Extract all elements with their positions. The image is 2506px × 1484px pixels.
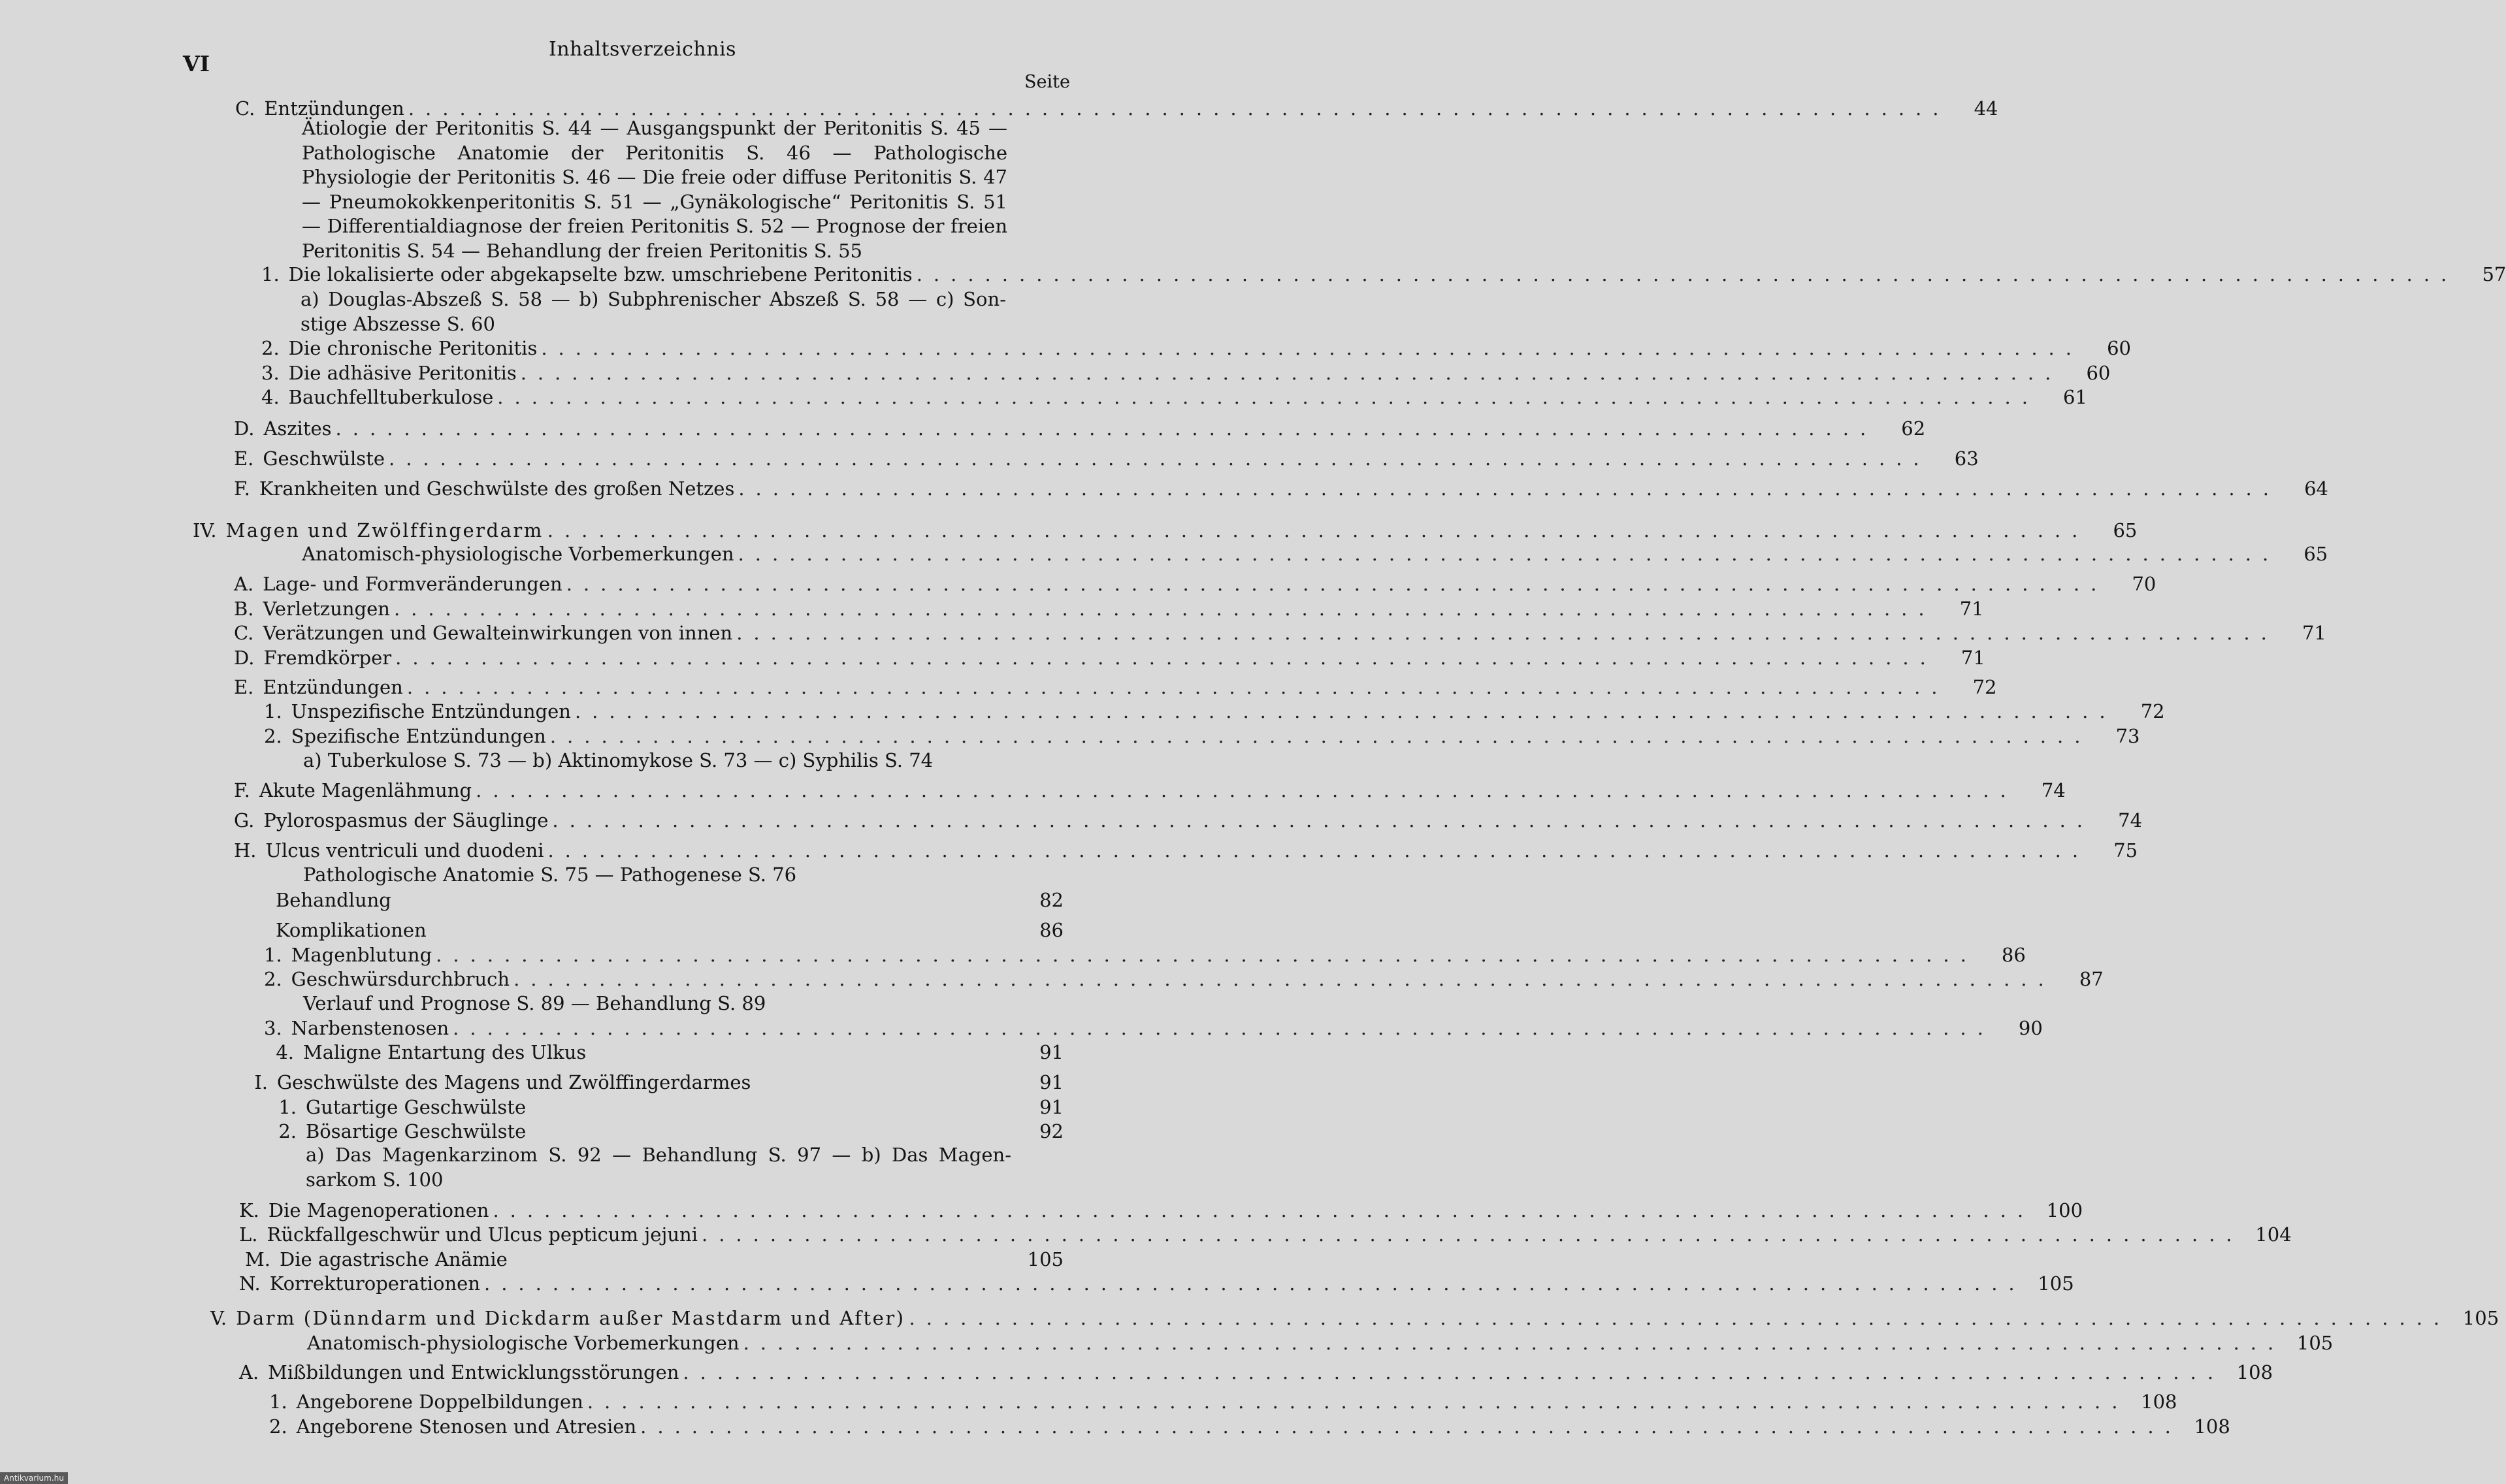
toc-entry: 1. Unspezifische Entzündungen .......................................................................................... 72 — [264, 700, 2165, 722]
toc-entry: H. Ulcus ventriculi und duodeni .......................................................................................... 75 — [234, 839, 2138, 862]
toc-entry: 2. Bösartige Geschwülste 92 — [278, 1120, 1064, 1142]
toc-entry: L. Rückfallgeschwür und Ulcus pepticum jejuni .......................................................................................... 104 — [239, 1223, 2292, 1246]
toc-entry: 4. Bauchfelltuberkulose .......................................................................................... 61 — [261, 386, 2087, 408]
toc-entry: N. Korrekturoperationen .......................................................................................... 105 — [239, 1272, 2074, 1295]
toc-chapter: IV. Magen und Zwölffingerdarm .......................................................................................... 65 — [193, 519, 2138, 541]
toc-entry: 4. Maligne Entartung des Ulkus 91 — [276, 1041, 1064, 1063]
running-title: Inhaltsverzeichnis — [549, 38, 737, 61]
toc-entry: A. Lage- und Formveränderungen .......................................................................................... 70 — [234, 573, 2156, 595]
toc-entry: F. Akute Magenlähmung .......................................................................................... 74 — [234, 779, 2066, 801]
toc-entry: 2. Spezifische Entzündungen .......................................................................................... 73 — [264, 725, 2140, 747]
toc-entry: Anatomisch-physiologische Vorbemerkungen .......................................................................................... 65 — [302, 543, 2328, 565]
toc-entry: 3. Narbenstenosen .......................................................................................... 90 — [264, 1017, 2043, 1039]
toc-entry: D. Aszites .......................................................................................... 62 — [234, 417, 1926, 440]
toc-description: Verlauf und Prognose S. 89 — Behandlung S. 89 — [303, 992, 766, 1014]
page-number: VI — [183, 51, 210, 76]
toc-entry: Behandlung 82 — [276, 889, 1064, 911]
toc-entry: M. Die agastrische Anämie 105 — [245, 1248, 1064, 1270]
toc-chapter: V. Darm (Dünndarm und Dickdarm außer Mastdarm und After) .......................................................................................... 105 — [210, 1307, 2499, 1329]
watermark: Antikvarium.hu — [0, 1472, 68, 1484]
toc-entry: 1. Angeborene Doppelbildungen .......................................................................................... 108 — [269, 1391, 2177, 1413]
toc-entry: K. Die Magenoperationen .......................................................................................... 100 — [239, 1199, 2083, 1221]
toc-entry: E. Geschwülste .......................................................................................... 63 — [234, 447, 1979, 470]
toc-entry: G. Pylorospasmus der Säuglinge .......................................................................................... 74 — [234, 809, 2143, 831]
toc-entry: 1. Magenblutung .......................................................................................... 86 — [264, 944, 2026, 966]
toc-entry: Komplikationen 86 — [276, 919, 1064, 941]
toc-entry: I. Geschwülste des Magens und Zwölffingerdarmes 91 — [254, 1071, 1064, 1093]
toc-entry: 1. Die lokalisierte oder abgekapselte bzw. umschriebene Peritonitis .......................................................................................... 57 — [261, 263, 2506, 285]
toc-description: Ätiologie der Peritonitis S. 44 — Ausgangspunkt der Peritonitis S. 45 — Pathologische Anatomie der Peritonitis S. 46 — Pathologische Physiologie der Peritonitis S. 46 — Die freie oder diffuse Peritonitis S. 47 — Pneumokokkenperitonitis S. 51 — „Gynäkologische“ Peritonitis S. 51 — Differentialdiagnose der freien Peritonitis S. 52 — Prognose der freien Peritonitis S. 54 — Behandlung der freien Peritonitis S. 55 — [302, 117, 1007, 262]
toc-entry: E. Entzündungen .......................................................................................... 72 — [234, 676, 1997, 698]
toc-description: a) Tuberkulose S. 73 — b) Aktinomykose S. 73 — c) Syphilis S. 74 — [303, 749, 934, 771]
toc-entry: C. Verätzungen und Gewalteinwirkungen von innen .......................................................................................... 71 — [234, 622, 2326, 644]
toc-entry: 3. Die adhäsive Peritonitis .......................................................................................... 60 — [261, 362, 2111, 384]
toc-entry: A. Mißbildungen und Entwicklungsstörungen .......................................................................................... 108 — [239, 1361, 2273, 1383]
toc-entry: D. Fremdkörper .......................................................................................... 71 — [234, 647, 1985, 669]
toc-entry: Anatomisch-physiologische Vorbemerkungen .......................................................................................... 105 — [307, 1332, 2334, 1354]
toc-entry: 1. Gutartige Geschwülste 91 — [278, 1096, 1064, 1118]
toc-entry: 2. Angeborene Stenosen und Atresien .......................................................................................... 108 — [269, 1415, 2230, 1438]
page-column-label: Seite — [1024, 72, 1070, 92]
toc-entry: C. Entzündungen .......................................................................................... 44 — [235, 97, 1998, 120]
toc-entry: F. Krankheiten und Geschwülste des großen Netzes .......................................................................................... 64 — [234, 477, 2328, 500]
toc-entry: B. Verletzungen .......................................................................................... 71 — [234, 598, 1984, 620]
toc-description: a) Douglas-Abszeß S. 58 — b) Subphrenischer Abszeß S. 58 — c) Sonstige Abszesse S. 60 — [301, 288, 1006, 335]
toc-entry: 2. Die chronische Peritonitis .......................................................................................... 60 — [261, 337, 2131, 359]
toc-description: a) Das Magenkarzinom S. 92 — Behandlung S. 97 — b) Das Magensarkom S. 100 — [306, 1144, 1011, 1191]
toc-description: Pathologische Anatomie S. 75 — Pathogenese S. 76 — [303, 863, 797, 886]
toc-entry: 2. Geschwürsdurchbruch .......................................................................................... 87 — [264, 968, 2104, 990]
